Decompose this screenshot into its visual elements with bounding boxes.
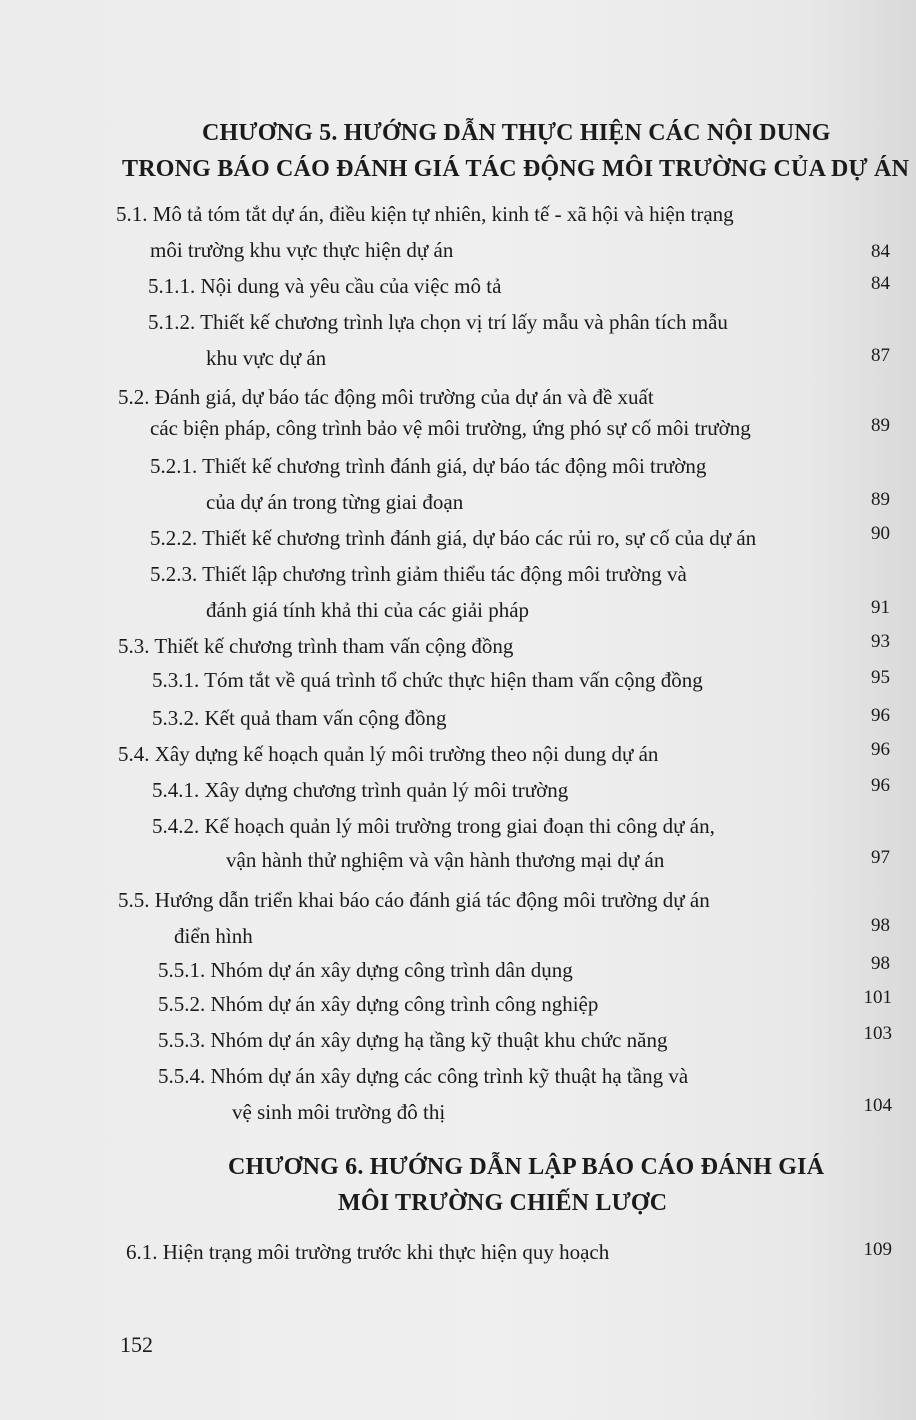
toc-entry-5-4-2: 5.4.2. Kế hoạch quản lý môi trường trong giai đoạn thi công dự án,	[152, 814, 715, 838]
toc-entry-5-5-1: 5.5.1. Nhóm dự án xây dựng công trình dân dụng	[158, 958, 573, 982]
toc-entry-5-3-2: 5.3.2. Kết quả tham vấn cộng đồng	[152, 706, 447, 730]
toc-page-5-2-1: 89	[871, 489, 890, 510]
toc-entry-5-2-3: 5.2.3. Thiết lập chương trình giảm thiểu tác động môi trường và	[150, 562, 687, 586]
toc-entry-5-5-cont: điển hình	[174, 924, 253, 948]
toc-page-5-5: 98	[871, 915, 890, 936]
toc-page-5-4-1: 96	[871, 775, 890, 796]
toc-entry-5-5-2: 5.5.2. Nhóm dự án xây dựng công trình công nghiệp	[158, 992, 599, 1016]
toc-entry-5-1-2-cont: khu vực dự án	[206, 346, 327, 370]
toc-page-5-4: 96	[871, 739, 890, 760]
toc-entry-5-1-cont: môi trường khu vực thực hiện dự án	[150, 238, 454, 262]
toc-page-5-1: 84	[871, 241, 890, 262]
toc-page-5-2-3: 91	[871, 597, 890, 618]
toc-entry-5-1: 5.1. Mô tả tóm tắt dự án, điều kiện tự nhiên, kinh tế - xã hội và hiện trạng	[116, 202, 734, 226]
toc-entry-5-2-1: 5.2.1. Thiết kế chương trình đánh giá, dự báo tác động môi trường	[150, 454, 707, 478]
toc-page-5-1-1: 84	[871, 273, 890, 294]
toc-entry-5-2-1-cont: của dự án trong từng giai đoạn	[206, 490, 464, 514]
toc-entry-5-4-2-cont: vận hành thử nghiệm và vận hành thương mại dự án	[226, 848, 665, 872]
toc-page-5-2: 89	[871, 415, 890, 436]
toc-entry-5-2-2: 5.2.2. Thiết kế chương trình đánh giá, dự báo các rủi ro, sự cố của dự án	[150, 526, 757, 550]
toc-entry-5-5: 5.5. Hướng dẫn triển khai báo cáo đánh giá tác động môi trường dự án	[118, 888, 710, 912]
toc-page-6-1: 109	[863, 1239, 892, 1260]
toc-page-5-4-2: 97	[871, 847, 890, 868]
toc-entry-5-5-3: 5.5.3. Nhóm dự án xây dựng hạ tầng kỹ thuật khu chức năng	[158, 1028, 668, 1052]
chapter-6-title-line-1: CHƯƠNG 6. HƯỚNG DẪN LẬP BÁO CÁO ĐÁNH GIÁ	[228, 1154, 825, 1180]
chapter-5-title-line-2: TRONG BÁO CÁO ĐÁNH GIÁ TÁC ĐỘNG MÔI TRƯỜNG CỦA DỰ ÁN	[122, 156, 910, 182]
toc-page-5-1-2: 87	[871, 345, 890, 366]
toc-page-5-3: 93	[871, 631, 890, 652]
toc-entry-6-1: 6.1. Hiện trạng môi trường trước khi thực hiện quy hoạch	[126, 1240, 610, 1264]
toc-entry-5-5-4: 5.5.4. Nhóm dự án xây dựng các công trình kỹ thuật hạ tầng và	[158, 1064, 689, 1088]
chapter-5-title-line-1: CHƯƠNG 5. HƯỚNG DẪN THỰC HIỆN CÁC NỘI DUNG	[202, 120, 831, 146]
toc-entry-5-4: 5.4. Xây dựng kế hoạch quản lý môi trường theo nội dung dự án	[118, 742, 659, 766]
toc-entry-5-2-3-cont: đánh giá tính khả thi của các giải pháp	[206, 598, 530, 622]
toc-entry-5-3-1: 5.3.1. Tóm tắt về quá trình tổ chức thực hiện tham vấn cộng đồng	[152, 668, 703, 692]
toc-page-5-5-1: 98	[871, 953, 890, 974]
toc-entry-5-2-cont: các biện pháp, công trình bảo vệ môi trường, ứng phó sự cố môi trường	[150, 416, 751, 440]
toc-entry-5-2: 5.2. Đánh giá, dự báo tác động môi trường của dự án và đề xuất	[118, 385, 654, 409]
toc-page-5-3-2: 96	[871, 705, 890, 726]
toc-entry-5-4-1: 5.4.1. Xây dựng chương trình quản lý môi trường	[152, 778, 569, 802]
toc-entry-5-1-2: 5.1.2. Thiết kế chương trình lựa chọn vị trí lấy mẫu và phân tích mẫu	[148, 310, 728, 334]
toc-entry-5-1-1: 5.1.1. Nội dung và yêu cầu của việc mô tả	[148, 274, 502, 298]
toc-entry-5-3: 5.3. Thiết kế chương trình tham vấn cộng đồng	[118, 634, 514, 658]
page-number: 152	[120, 1332, 153, 1357]
toc-page-5-5-3: 103	[863, 1023, 892, 1044]
chapter-6-title-line-2: MÔI TRƯỜNG CHIẾN LƯỢC	[338, 1190, 668, 1216]
toc-page-5-5-2: 101	[863, 987, 892, 1008]
toc-page-5-3-1: 95	[871, 667, 890, 688]
toc-page-5-5-4: 104	[863, 1095, 892, 1116]
toc-entry-5-5-4-cont: vệ sinh môi trường đô thị	[232, 1100, 446, 1124]
toc-page-5-2-2: 90	[871, 523, 890, 544]
